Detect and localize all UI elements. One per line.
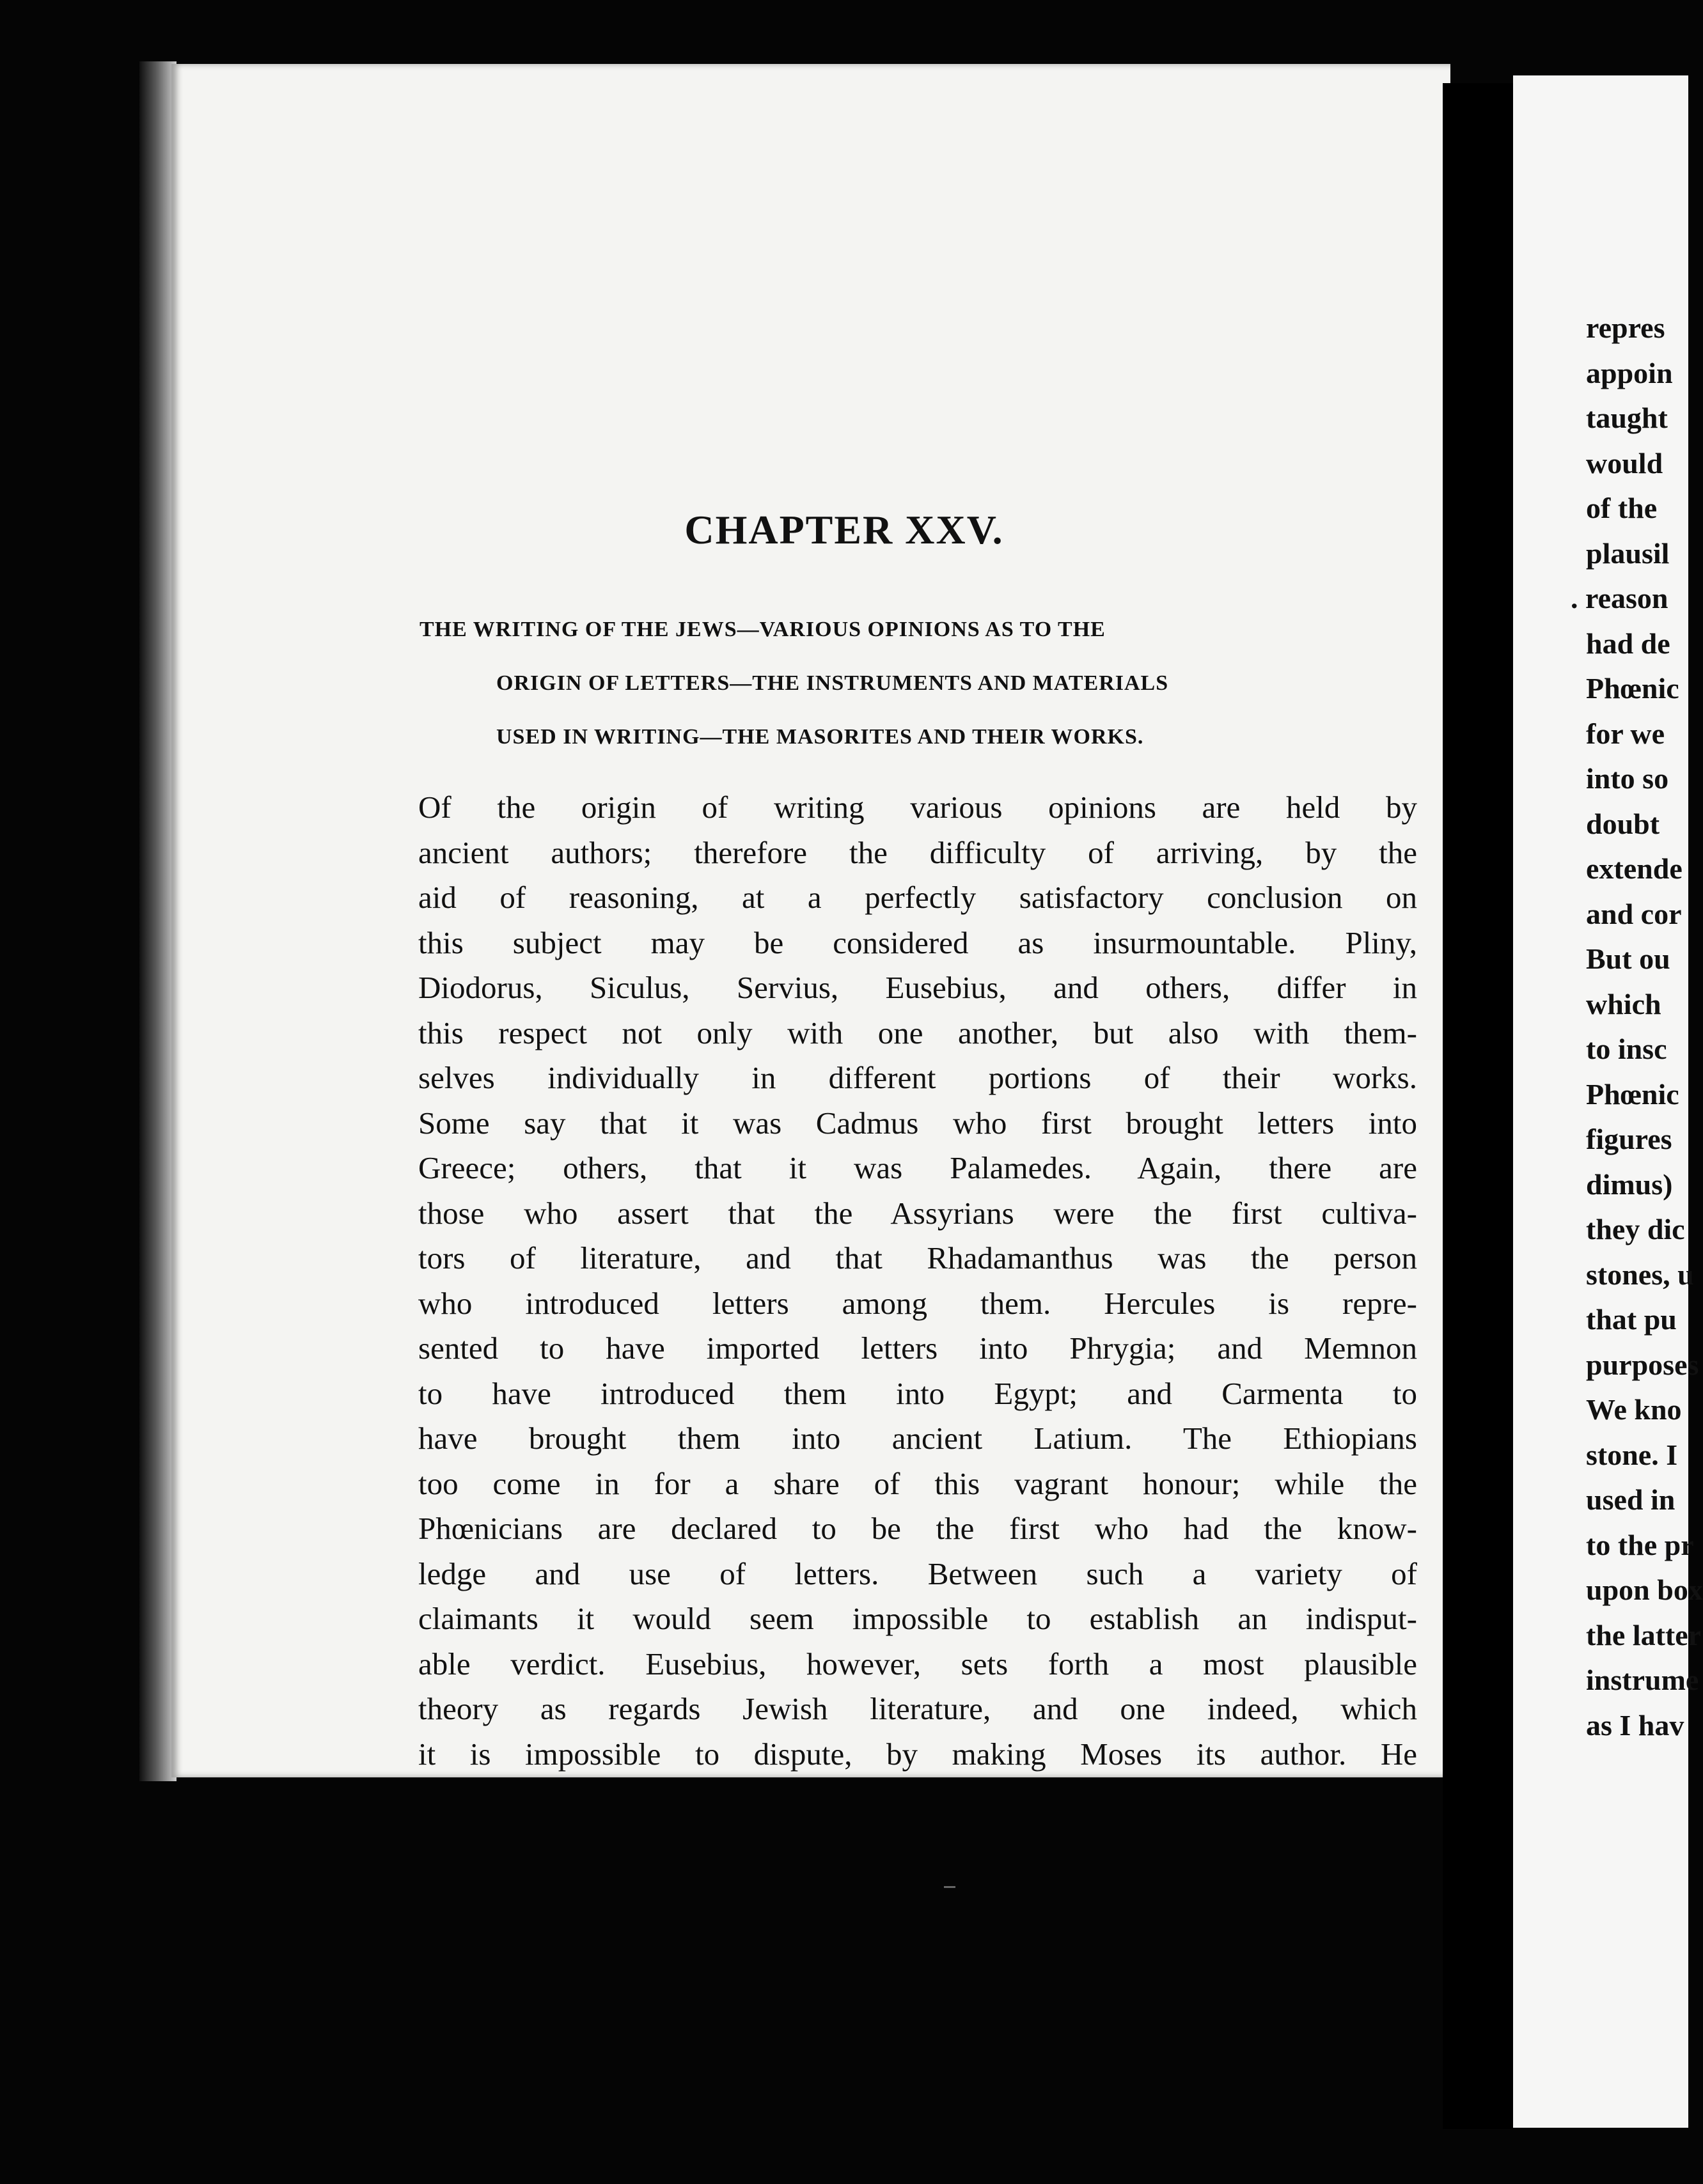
body-line: selves individually in different portions of their works. (418, 1060, 1417, 1095)
facing-page-line: plausil (1586, 536, 1670, 570)
body-line: aid of reasoning, at a perfectly satisfactory conclusion on (418, 880, 1417, 915)
body-line: ancient authors; therefore the difficulty of arriving, by the (418, 834, 1417, 870)
facing-page-line: purposes (1586, 1348, 1699, 1381)
facing-page-line: had de (1586, 627, 1670, 660)
facing-page-line: of the (1586, 492, 1658, 524)
body-line: tors of literature, and that Rhadamanthus was the person (418, 1240, 1417, 1275)
facing-page-line: upon box (1586, 1573, 1703, 1606)
facing-page-line: instrume (1586, 1664, 1699, 1696)
body-line: ledge and use of letters. Between such a variety of (418, 1556, 1417, 1591)
body-line: Of the origin of writing various opinions are held by (418, 790, 1417, 825)
facing-page-line: to the pr (1586, 1528, 1694, 1561)
body-line: this subject may be considered as insurmountable. Pliny, (418, 924, 1417, 960)
body-line: Diodorus, Siculus, Servius, Eusebius, and others, differ in (418, 970, 1417, 1005)
body-line: sented to have imported letters into Phrygia; and Memnon (418, 1330, 1417, 1366)
facing-page-line: extende (1586, 852, 1683, 885)
right-page (1513, 75, 1703, 2128)
facing-page-line: used in (1586, 1483, 1676, 1516)
body-line: able verdict. Eusebius, however, sets forth a most plausible (418, 1646, 1417, 1681)
facing-page-line: would (1586, 446, 1663, 480)
body-line: Phœnicians are declared to be the first who had the know- (418, 1511, 1417, 1546)
facing-page-line: . reason (1571, 582, 1668, 614)
body-line: Greece; others, that it was Palamedes. Again, there are (418, 1150, 1417, 1185)
body-line: claimants it would seem impossible to establish an indisput- (418, 1601, 1417, 1636)
body-line: too come in for a share of this vagrant honour; while the (418, 1465, 1417, 1501)
chapter-title: CHAPTER XXV. (684, 507, 1004, 552)
facing-page-line: to insc (1586, 1033, 1667, 1065)
facing-page-line: appoin (1586, 356, 1673, 389)
chapter-summary-line: USED IN WRITING—THE MASORITES AND THEIR WORKS. (496, 725, 1144, 749)
facing-page-line: taught (1586, 402, 1668, 434)
chapter-summary-line: ORIGIN OF LETTERS—THE INSTRUMENTS AND MATERIALS (496, 671, 1169, 695)
facing-page-line: which (1586, 987, 1661, 1020)
facing-page-line: stones, u (1586, 1258, 1694, 1291)
body-line: have brought them into ancient Latium. The Ethiopians (418, 1421, 1417, 1456)
facing-page-line: figures (1586, 1123, 1672, 1155)
body-line: those who assert that the Assyrians were the first cultiva- (418, 1195, 1417, 1231)
chapter-summary-line: THE WRITING OF THE JEWS—VARIOUS OPINIONS AS TO THE (420, 618, 1106, 641)
facing-page-line: doubt (1586, 807, 1660, 840)
facing-page-line: stone. I (1586, 1438, 1678, 1471)
facing-page-line: But ou (1586, 942, 1670, 975)
body-line: Some say that it was Cadmus who first brought letters into (418, 1105, 1417, 1141)
facing-page-line: into so (1586, 762, 1669, 795)
facing-page-line: as I hav (1586, 1708, 1684, 1742)
facing-page-line: and cor (1586, 897, 1682, 930)
facing-page-line: that pu (1586, 1303, 1677, 1336)
facing-page-line: dimus) (1586, 1167, 1673, 1201)
facing-page-line: We kno (1586, 1393, 1682, 1426)
body-line: to have introduced them into Egypt; and Carmenta to (418, 1375, 1417, 1411)
facing-page-line: Phœnic (1586, 1077, 1679, 1111)
facing-page-line: Phœnic (1586, 672, 1679, 705)
body-line: who introduced letters among them. Hercules is repre- (418, 1285, 1417, 1321)
page-gutter (1443, 83, 1514, 2129)
facing-page-line: repres (1586, 311, 1665, 344)
facing-page-line: the latter (1586, 1618, 1702, 1651)
body-line: theory as regards Jewish literature, and one indeed, which (418, 1691, 1417, 1726)
facing-page-line: they dic (1586, 1213, 1685, 1245)
body-line: this respect not only with one another, but also with them- (418, 1015, 1417, 1050)
facing-page-line: for we (1586, 717, 1665, 750)
scan-artifact (944, 1886, 955, 1888)
body-line: it is impossible to dispute, by making Moses its author. He (418, 1736, 1417, 1772)
